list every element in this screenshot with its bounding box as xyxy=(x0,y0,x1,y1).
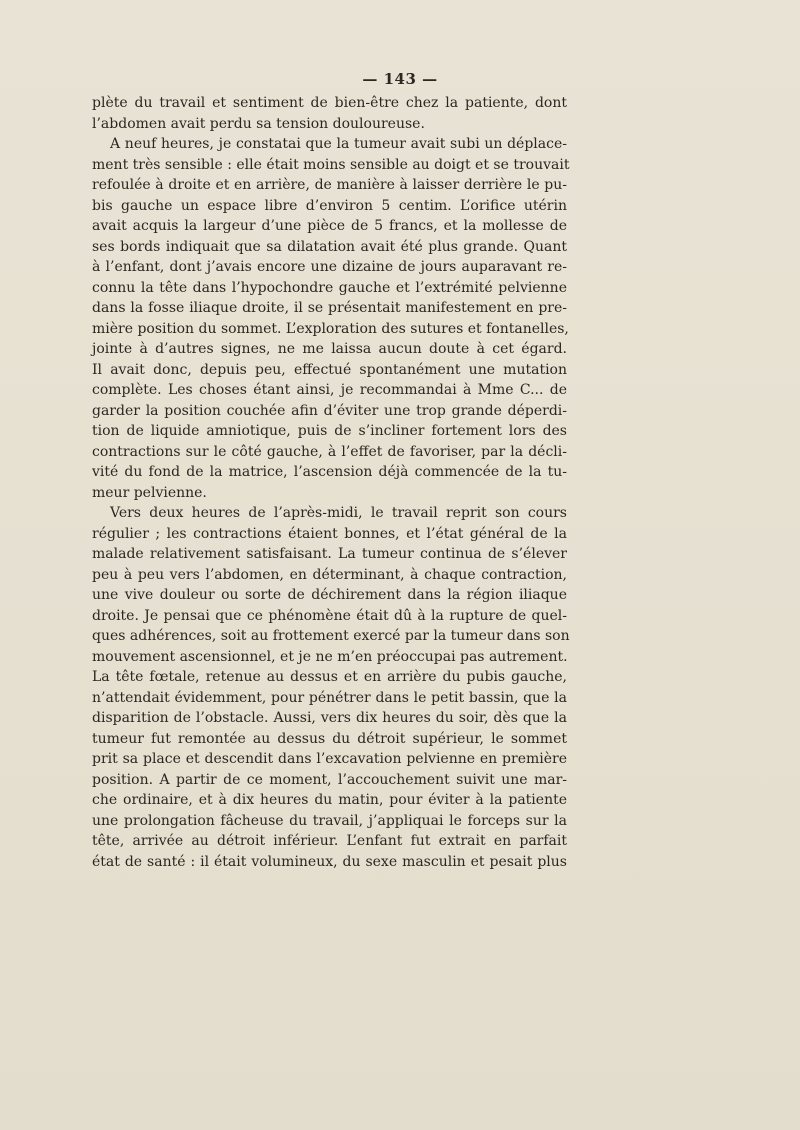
text-line: garder la position couchée afin d’éviter une trop grande déperdi- xyxy=(92,402,567,419)
text-line: jointe à d’autres signes, ne me laissa aucun doute à cet égard. xyxy=(92,341,567,357)
text-line: droite. Je pensai que ce phénomène était dû à la rupture de quel- xyxy=(92,607,567,624)
text-line: meur pelvienne. xyxy=(92,484,207,501)
text-line: ses bords indiquait que sa dilatation avait été plus grande. Quant xyxy=(92,238,567,255)
page-number: — 143 — xyxy=(362,70,438,88)
text-line: régulier ; les contractions étaient bonnes, et l’état général de la xyxy=(92,525,567,542)
text-line: La tête fœtale, retenue au dessus et en arrière du pubis gauche, xyxy=(92,669,567,685)
text-line: refoulée à droite et en arrière, de manière à laisser derrière le pu- xyxy=(92,177,567,193)
text-line: A neuf heures, je constatai que la tumeur avait subi un déplace- xyxy=(110,136,567,152)
text-line: bis gauche un espace libre d’environ 5 centim. L’orifice utérin xyxy=(92,197,567,214)
text-line: tête, arrivée au détroit inférieur. L’enfant fut extrait en parfait xyxy=(92,833,567,849)
text-line: disparition de l’obstacle. Aussi, vers dix heures du soir, dès que la xyxy=(92,710,567,726)
text-line: avait acquis la largeur d’une pièce de 5 francs, et la mollesse de xyxy=(92,218,567,234)
text-line: une prolongation fâcheuse du travail, j’appliquai le forceps sur la xyxy=(92,812,567,829)
text-line: l’abdomen avait perdu sa tension douloureuse. xyxy=(92,115,425,132)
text-line: connu la tête dans l’hypochondre gauche et l’extrémité pelvienne xyxy=(92,279,567,296)
text-line: Il avait donc, depuis peu, effectué spontanément une mutation xyxy=(92,361,567,378)
text-line: une vive douleur ou sorte de déchirement dans la région iliaque xyxy=(92,587,567,603)
text-line: plète du travail et sentiment de bien-être chez la patiente, dont xyxy=(92,95,567,111)
text-line: vité du fond de la matrice, l’ascension déjà commencée de la tu- xyxy=(92,464,567,480)
body-text xyxy=(92,93,570,872)
text-line: tumeur fut remontée au dessus du détroit supérieur, le sommet xyxy=(92,730,567,747)
text-line: ment très sensible : elle était moins sensible au doigt et se trouvait xyxy=(92,156,570,173)
text-line: complète. Les choses étant ainsi, je recommandai à Mme C... de xyxy=(92,382,567,398)
text-line: ques adhérences, soit au frottement exercé par la tumeur dans son xyxy=(92,628,570,644)
text-line: Vers deux heures de l’après-midi, le travail reprit son cours xyxy=(110,505,567,521)
text-line: contractions sur le côté gauche, à l’effet de favoriser, par la décli- xyxy=(92,443,567,460)
text-line: position. A partir de ce moment, l’accouchement suivit une mar- xyxy=(92,771,567,788)
text-line: peu à peu vers l’abdomen, en déterminant, à chaque contraction, xyxy=(92,566,567,583)
text-line: état de santé : il était volumineux, du sexe masculin et pesait plus xyxy=(92,853,567,870)
text-line: tion de liquide amniotique, puis de s’incliner fortement lors des xyxy=(92,423,567,439)
text-line: prit sa place et descendit dans l’excavation pelvienne en première xyxy=(92,751,567,767)
text-line: mière position du sommet. L’exploration des sutures et fontanelles, xyxy=(92,320,569,337)
text-line: à l’enfant, dont j’avais encore une dizaine de jours auparavant re- xyxy=(92,259,567,275)
text-line: mouvement ascensionnel, et je ne m’en préoccupai pas autrement. xyxy=(92,648,568,665)
text-line: che ordinaire, et à dix heures du matin, pour éviter à la patiente xyxy=(92,792,567,808)
text-line: malade relativement satisfaisant. La tumeur continua de s’élever xyxy=(92,546,567,562)
text-line: n’attendait évidemment, pour pénétrer dans le petit bassin, que la xyxy=(92,689,567,706)
text-line: dans la fosse iliaque droite, il se présentait manifestement en pre- xyxy=(92,300,567,316)
